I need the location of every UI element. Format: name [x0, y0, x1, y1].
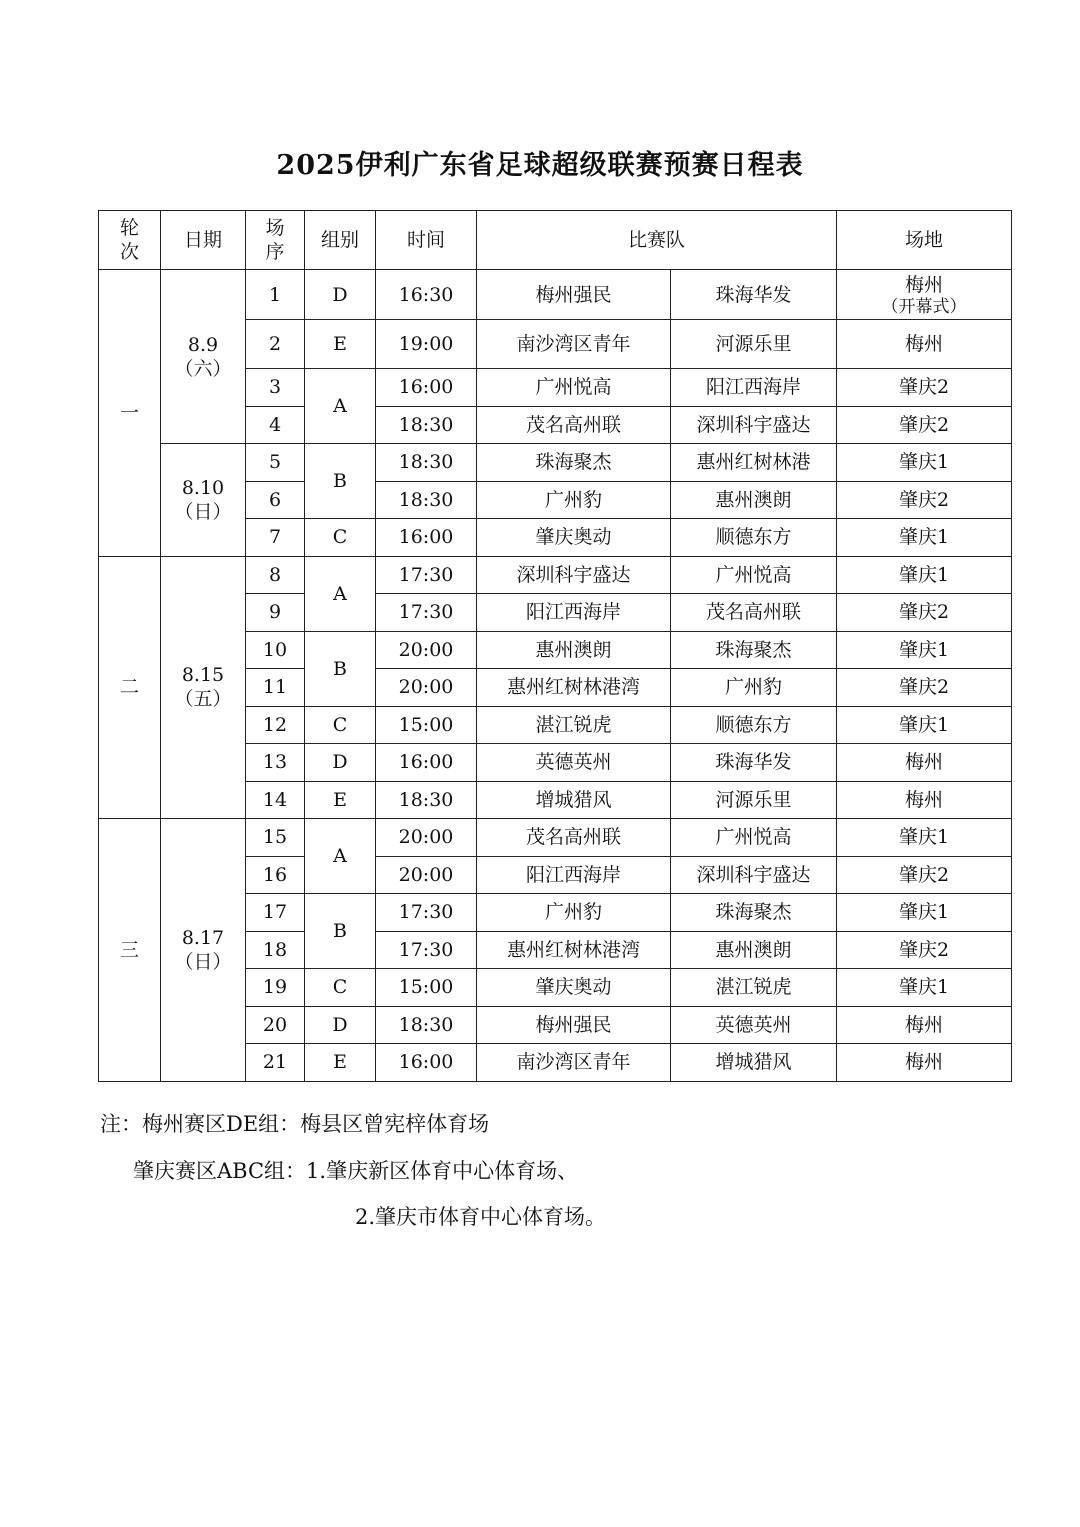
venue-cell: 肇庆1	[837, 969, 1012, 1007]
schedule-table	[98, 210, 1012, 1082]
home-team: 惠州红树林港湾	[477, 931, 671, 969]
venue-cell: 肇庆1	[837, 556, 1012, 594]
date-cell: 8.10 （日）	[161, 444, 246, 557]
group-cell: D	[305, 270, 376, 320]
group-cell: C	[305, 706, 376, 744]
away-team: 深圳科宇盛达	[671, 856, 837, 894]
venue-cell: 肇庆2	[837, 369, 1012, 407]
match-time: 17:30	[376, 556, 477, 594]
match-time: 15:00	[376, 706, 477, 744]
away-team: 珠海华发	[671, 744, 837, 782]
match-time: 17:30	[376, 894, 477, 932]
date-cell: 8.17 （日）	[161, 819, 246, 1082]
home-team: 茂名高州联	[477, 406, 671, 444]
round-cell: 一	[99, 270, 161, 557]
group-cell: E	[305, 781, 376, 819]
note-line-2: 肇庆赛区ABC组：1.肇庆新区体育中心体育场、	[133, 1159, 579, 1183]
table-row	[99, 270, 1012, 320]
match-no: 10	[246, 631, 305, 669]
home-team: 增城猎风	[477, 781, 671, 819]
match-time: 15:00	[376, 969, 477, 1007]
away-team: 惠州红树林港	[671, 444, 837, 482]
away-team: 惠州澳朗	[671, 481, 837, 519]
away-team: 河源乐里	[671, 320, 837, 369]
home-team: 深圳科宇盛达	[477, 556, 671, 594]
home-team: 广州豹	[477, 894, 671, 932]
away-team: 增城猎风	[671, 1044, 837, 1082]
venue-cell: 肇庆1	[837, 819, 1012, 857]
away-team: 广州豹	[671, 669, 837, 707]
header-group: 组别	[305, 211, 376, 270]
group-cell: A	[305, 369, 376, 444]
match-no: 17	[246, 894, 305, 932]
match-no: 6	[246, 481, 305, 519]
header-row	[99, 211, 1012, 270]
match-time: 18:30	[376, 406, 477, 444]
venue-cell: 肇庆2	[837, 594, 1012, 632]
away-team: 珠海华发	[671, 270, 837, 320]
match-no: 18	[246, 931, 305, 969]
away-team: 珠海聚杰	[671, 631, 837, 669]
home-team: 南沙湾区青年	[477, 1044, 671, 1082]
match-no: 7	[246, 519, 305, 557]
venue-cell: 梅州 （开幕式）	[837, 270, 1012, 320]
group-cell: B	[305, 894, 376, 969]
home-team: 惠州澳朗	[477, 631, 671, 669]
match-time: 16:00	[376, 744, 477, 782]
venue-cell: 梅州	[837, 781, 1012, 819]
group-cell: C	[305, 969, 376, 1007]
venue-cell: 肇庆1	[837, 519, 1012, 557]
venue-note: （开幕式）	[881, 296, 967, 317]
match-no: 9	[246, 594, 305, 632]
match-no: 8	[246, 556, 305, 594]
group-cell: D	[305, 1006, 376, 1044]
venue-cell: 肇庆2	[837, 406, 1012, 444]
match-time: 19:00	[376, 320, 477, 369]
match-no: 1	[246, 270, 305, 320]
page-title: 2025伊利广东省足球超级联赛预赛日程表	[276, 150, 804, 181]
date-cell: 8.15 （五）	[161, 556, 246, 819]
venue-cell: 肇庆1	[837, 706, 1012, 744]
match-time: 18:30	[376, 444, 477, 482]
away-team: 茂名高州联	[671, 594, 837, 632]
group-cell: D	[305, 744, 376, 782]
date-cell: 8.9 （六）	[161, 270, 246, 444]
venue-cell: 梅州	[837, 1044, 1012, 1082]
home-team: 阳江西海岸	[477, 856, 671, 894]
table-row	[99, 556, 1012, 594]
header-date: 日期	[161, 211, 246, 270]
match-no: 2	[246, 320, 305, 369]
away-team: 广州悦高	[671, 556, 837, 594]
match-time: 18:30	[376, 781, 477, 819]
match-time: 17:30	[376, 931, 477, 969]
home-team: 南沙湾区青年	[477, 320, 671, 369]
match-no: 14	[246, 781, 305, 819]
away-team: 顺德东方	[671, 706, 837, 744]
group-cell: C	[305, 519, 376, 557]
home-team: 茂名高州联	[477, 819, 671, 857]
home-team: 梅州强民	[477, 1006, 671, 1044]
group-cell: E	[305, 1044, 376, 1082]
header-order: 场 序	[246, 211, 305, 270]
round-cell: 二	[99, 556, 161, 819]
match-no: 5	[246, 444, 305, 482]
home-team: 阳江西海岸	[477, 594, 671, 632]
match-no: 20	[246, 1006, 305, 1044]
home-team: 湛江锐虎	[477, 706, 671, 744]
match-time: 16:00	[376, 1044, 477, 1082]
away-team: 河源乐里	[671, 781, 837, 819]
venue-cell: 肇庆1	[837, 894, 1012, 932]
header-teams: 比赛队	[477, 211, 837, 270]
match-no: 4	[246, 406, 305, 444]
venue-cell: 肇庆2	[837, 669, 1012, 707]
venue-cell: 梅州	[837, 1006, 1012, 1044]
match-time: 17:30	[376, 594, 477, 632]
home-team: 梅州强民	[477, 270, 671, 320]
header-round: 轮 次	[99, 211, 161, 270]
group-cell: B	[305, 631, 376, 706]
venue-cell: 梅州	[837, 744, 1012, 782]
match-no: 21	[246, 1044, 305, 1082]
venue-cell: 梅州	[837, 320, 1012, 369]
group-cell: A	[305, 819, 376, 894]
home-team: 广州豹	[477, 481, 671, 519]
away-team: 深圳科宇盛达	[671, 406, 837, 444]
away-team: 惠州澳朗	[671, 931, 837, 969]
away-team: 阳江西海岸	[671, 369, 837, 407]
match-time: 20:00	[376, 669, 477, 707]
match-time: 20:00	[376, 856, 477, 894]
away-team: 广州悦高	[671, 819, 837, 857]
match-no: 19	[246, 969, 305, 1007]
home-team: 珠海聚杰	[477, 444, 671, 482]
group-cell: A	[305, 556, 376, 631]
match-time: 16:00	[376, 369, 477, 407]
match-no: 15	[246, 819, 305, 857]
header-time: 时间	[376, 211, 477, 270]
match-no: 16	[246, 856, 305, 894]
venue-cell: 肇庆1	[837, 444, 1012, 482]
match-time: 16:00	[376, 519, 477, 557]
home-team: 惠州红树林港湾	[477, 669, 671, 707]
table-row	[99, 444, 1012, 482]
table-row	[99, 819, 1012, 857]
away-team: 英德英州	[671, 1006, 837, 1044]
match-time: 18:30	[376, 1006, 477, 1044]
match-no: 13	[246, 744, 305, 782]
home-team: 英德英州	[477, 744, 671, 782]
venue-cell: 肇庆2	[837, 481, 1012, 519]
away-team: 珠海聚杰	[671, 894, 837, 932]
home-team: 广州悦高	[477, 369, 671, 407]
home-team: 肇庆奥动	[477, 969, 671, 1007]
round-cell: 三	[99, 819, 161, 1082]
match-time: 18:30	[376, 481, 477, 519]
match-no: 11	[246, 669, 305, 707]
match-no: 12	[246, 706, 305, 744]
group-cell: B	[305, 444, 376, 519]
venue-cell: 肇庆2	[837, 856, 1012, 894]
match-time: 16:30	[376, 270, 477, 320]
venue-cell: 肇庆1	[837, 631, 1012, 669]
match-time: 20:00	[376, 631, 477, 669]
header-venue: 场地	[837, 211, 1012, 270]
away-team: 顺德东方	[671, 519, 837, 557]
away-team: 湛江锐虎	[671, 969, 837, 1007]
match-no: 3	[246, 369, 305, 407]
note-line-1: 注：梅州赛区DE组：梅县区曾宪梓体育场	[100, 1112, 490, 1136]
match-time: 20:00	[376, 819, 477, 857]
venue-cell: 肇庆2	[837, 931, 1012, 969]
note-line-3: 2.肇庆市体育中心体育场。	[355, 1205, 607, 1229]
home-team: 肇庆奥动	[477, 519, 671, 557]
group-cell: E	[305, 320, 376, 369]
